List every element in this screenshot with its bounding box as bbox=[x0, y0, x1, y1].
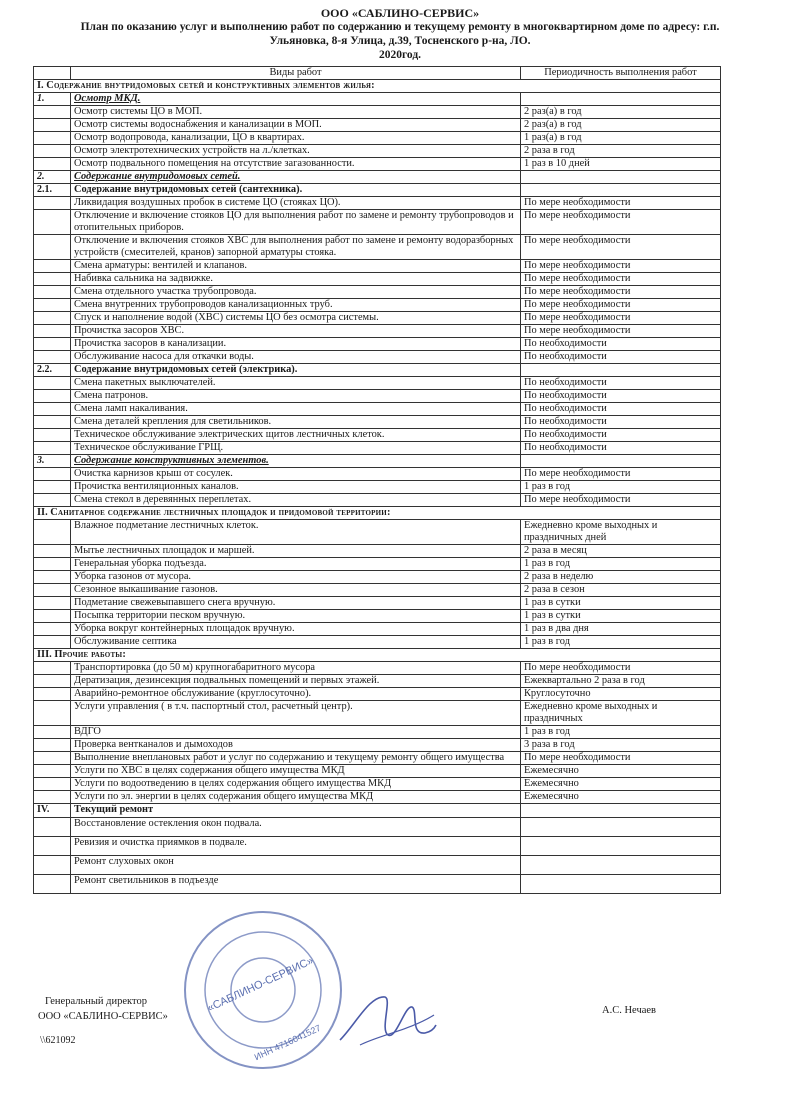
row-number bbox=[34, 662, 71, 675]
table-row bbox=[34, 273, 721, 286]
table-row bbox=[34, 210, 721, 235]
row-number bbox=[34, 739, 71, 752]
work-cell: Спуск и наполнение водой (ХВС) системы ЦО без осмотра системы. bbox=[71, 312, 521, 325]
period-cell: Круглосуточно bbox=[521, 688, 721, 701]
work-cell: Уборка газонов от мусора. bbox=[71, 571, 521, 584]
work-cell: Подметание свежевыпавшего снега вручную. bbox=[71, 597, 521, 610]
table-row bbox=[34, 856, 721, 875]
row-number bbox=[34, 791, 71, 804]
row-number bbox=[34, 752, 71, 765]
director-name: А.С. Нечаев bbox=[602, 1005, 657, 1016]
work-cell: Прочистка засоров в канализации. bbox=[71, 338, 521, 351]
period-cell: 1 раз в год bbox=[521, 558, 721, 571]
row-number bbox=[34, 818, 71, 837]
period-cell: 2 раза в сезон bbox=[521, 584, 721, 597]
table-row bbox=[34, 429, 721, 442]
table-row bbox=[34, 752, 721, 765]
period-cell: 2 раза в год bbox=[521, 145, 721, 158]
row-number bbox=[34, 875, 71, 894]
work-cell: Осмотр системы водоснабжения и канализации в МОП. bbox=[71, 119, 521, 132]
period-cell: По мере необходимости bbox=[521, 286, 721, 299]
works-table bbox=[33, 66, 721, 894]
period-cell: 2 раз(а) в год bbox=[521, 119, 721, 132]
row-number bbox=[34, 235, 71, 260]
plan-title-line1: План по оказанию услуг и выполнению работ по содержанию и текущему ремонту в многоквартирном доме по адресу: г.п. bbox=[80, 21, 720, 33]
period-cell: Ежемесячно bbox=[521, 778, 721, 791]
row-number bbox=[34, 210, 71, 235]
table-row bbox=[34, 584, 721, 597]
period-cell: По мере необходимости bbox=[521, 210, 721, 235]
table-row bbox=[34, 416, 721, 429]
work-cell: Ремонт слуховых окон bbox=[71, 856, 521, 875]
work-cell: Транспортировка (до 50 м) крупногабаритного мусора bbox=[71, 662, 521, 675]
work-cell: Содержание конструктивных элементов. bbox=[71, 455, 521, 468]
table-row bbox=[34, 837, 721, 856]
period-cell bbox=[521, 171, 721, 184]
table-row bbox=[34, 312, 721, 325]
signature-icon bbox=[330, 985, 440, 1055]
table-row bbox=[34, 145, 721, 158]
stamp-inn: ИНН 4716041527 bbox=[252, 1022, 323, 1063]
work-cell: Аварийно-ремонтное обслуживание (круглосуточно). bbox=[71, 688, 521, 701]
period-cell bbox=[521, 184, 721, 197]
row-number: 2. bbox=[34, 171, 71, 184]
period-cell: 1 раз в два дня bbox=[521, 623, 721, 636]
table-row bbox=[34, 158, 721, 171]
work-cell: Ликвидация воздушных пробок в системе ЦО (стояках ЦО). bbox=[71, 197, 521, 210]
row-number bbox=[34, 145, 71, 158]
work-cell: Услуги управления ( в т.ч. паспортный стол, расчетный центр). bbox=[71, 701, 521, 726]
table-row bbox=[34, 390, 721, 403]
period-cell bbox=[521, 455, 721, 468]
table-row bbox=[34, 299, 721, 312]
table-row bbox=[34, 558, 721, 571]
work-cell: Техническое обслуживание ГРЩ. bbox=[71, 442, 521, 455]
work-cell: Смена арматуры: вентилей и клапанов. bbox=[71, 260, 521, 273]
period-cell: По необходимости bbox=[521, 403, 721, 416]
work-cell: Смена пакетных выключателей. bbox=[71, 377, 521, 390]
row-number bbox=[34, 119, 71, 132]
period-cell bbox=[521, 364, 721, 377]
table-row bbox=[34, 286, 721, 299]
row-number: IV. bbox=[34, 804, 71, 818]
row-number bbox=[34, 520, 71, 545]
period-cell: По необходимости bbox=[521, 377, 721, 390]
signatory-company: ООО «САБЛИНО-СЕРВИС» bbox=[38, 1011, 168, 1022]
period-cell: По мере необходимости bbox=[521, 752, 721, 765]
section-number: I. bbox=[37, 80, 44, 91]
period-cell: 1 раз в сутки bbox=[521, 597, 721, 610]
period-cell: По мере необходимости bbox=[521, 325, 721, 338]
work-cell: Обслуживание насоса для откачки воды. bbox=[71, 351, 521, 364]
work-cell: Содержание внутридомовых сетей (сантехника). bbox=[71, 184, 521, 197]
section-number: II. bbox=[37, 507, 48, 518]
table-row bbox=[34, 597, 721, 610]
period-cell: По необходимости bbox=[521, 338, 721, 351]
table-row bbox=[34, 325, 721, 338]
table-row bbox=[34, 636, 721, 649]
col-period-header: Периодичность выполнения работ bbox=[521, 67, 721, 80]
period-cell bbox=[521, 875, 721, 894]
table-row bbox=[34, 377, 721, 390]
row-number bbox=[34, 701, 71, 726]
work-cell: Осмотр подвального помещения на отсутствие загазованности. bbox=[71, 158, 521, 171]
work-cell: Сезонное выкашивание газонов. bbox=[71, 584, 521, 597]
row-number bbox=[34, 351, 71, 364]
table-row bbox=[34, 791, 721, 804]
row-number bbox=[34, 299, 71, 312]
period-cell: 1 раз в 10 дней bbox=[521, 158, 721, 171]
col-num-header bbox=[34, 67, 71, 80]
row-number bbox=[34, 837, 71, 856]
period-cell: По мере необходимости bbox=[521, 260, 721, 273]
section-row bbox=[34, 171, 721, 184]
section-row bbox=[34, 364, 721, 377]
row-number bbox=[34, 688, 71, 701]
work-cell: Прочистка вентиляционных каналов. bbox=[71, 481, 521, 494]
row-number bbox=[34, 765, 71, 778]
row-number: 2.1. bbox=[34, 184, 71, 197]
period-cell: 1 раз в год bbox=[521, 481, 721, 494]
period-cell: Ежедневно кроме выходных и праздничных дней bbox=[521, 520, 721, 545]
document-code: \\621092 bbox=[40, 1035, 76, 1046]
table-row bbox=[34, 494, 721, 507]
plan-year: 2020год. bbox=[378, 49, 422, 61]
work-cell: Посыпка территории песком вручную. bbox=[71, 610, 521, 623]
section-title bbox=[34, 649, 721, 662]
period-cell: По необходимости bbox=[521, 442, 721, 455]
row-number bbox=[34, 636, 71, 649]
row-number: 1. bbox=[34, 93, 71, 106]
work-cell: Содержание внутридомовых сетей (электрика). bbox=[71, 364, 521, 377]
company-title: ООО «САБЛИНО-СЕРВИС» bbox=[320, 6, 480, 20]
row-number bbox=[34, 494, 71, 507]
signatory-position: Генеральный директор bbox=[45, 996, 147, 1007]
work-cell: Восстановление остекления окон подвала. bbox=[71, 818, 521, 837]
work-cell: Смена деталей крепления для светильников. bbox=[71, 416, 521, 429]
row-number bbox=[34, 429, 71, 442]
row-number bbox=[34, 584, 71, 597]
table-row bbox=[34, 778, 721, 791]
work-cell: Услуги по ХВС в целях содержания общего имущества МКД bbox=[71, 765, 521, 778]
row-number bbox=[34, 403, 71, 416]
period-cell: По мере необходимости bbox=[521, 468, 721, 481]
row-number bbox=[34, 377, 71, 390]
period-cell bbox=[521, 856, 721, 875]
table-row bbox=[34, 468, 721, 481]
period-cell: Ежедневно кроме выходных и праздничных bbox=[521, 701, 721, 726]
row-number bbox=[34, 558, 71, 571]
table-row bbox=[34, 623, 721, 636]
period-cell: 3 раза в год bbox=[521, 739, 721, 752]
work-cell: Услуги по эл. энергии в целях содержания общего имущества МКД bbox=[71, 791, 521, 804]
work-cell: Ревизия и очистка приямков в подвале. bbox=[71, 837, 521, 856]
work-cell: Выполнение внеплановых работ и услуг по содержанию и текущему ремонту общего имущества bbox=[71, 752, 521, 765]
period-cell: По мере необходимости bbox=[521, 312, 721, 325]
table-row bbox=[34, 520, 721, 545]
period-cell: Ежемесячно bbox=[521, 765, 721, 778]
work-cell: Прочистка засоров ХВС. bbox=[71, 325, 521, 338]
col-work-header: Виды работ bbox=[71, 67, 521, 80]
row-number bbox=[34, 610, 71, 623]
period-cell bbox=[521, 837, 721, 856]
row-number bbox=[34, 273, 71, 286]
work-cell: Смена ламп накаливания. bbox=[71, 403, 521, 416]
period-cell bbox=[521, 93, 721, 106]
table-row bbox=[34, 675, 721, 688]
table-row bbox=[34, 818, 721, 837]
section-label: Прочие работы: bbox=[54, 649, 127, 660]
table-row bbox=[34, 701, 721, 726]
period-cell: 1 раз в год bbox=[521, 726, 721, 739]
section-number: III. bbox=[37, 649, 52, 660]
row-number bbox=[34, 481, 71, 494]
period-cell: По необходимости bbox=[521, 351, 721, 364]
section-row bbox=[34, 184, 721, 197]
period-cell: По мере необходимости bbox=[521, 197, 721, 210]
period-cell: По мере необходимости bbox=[521, 273, 721, 286]
table-row bbox=[34, 726, 721, 739]
plan-title-line2: Ульяновка, 8-я Улица, д.39, Тосненского р-на, ЛО. bbox=[269, 35, 531, 47]
work-cell: Смена отдельного участка трубопровода. bbox=[71, 286, 521, 299]
company-stamp-icon bbox=[178, 905, 348, 1075]
period-cell: 2 раза в неделю bbox=[521, 571, 721, 584]
section-label: Санитарное содержание лестничных площадок и придомовой территории: bbox=[50, 507, 391, 518]
row-number bbox=[34, 286, 71, 299]
table-row bbox=[34, 610, 721, 623]
row-number: 2.2. bbox=[34, 364, 71, 377]
work-cell: Осмотр МКД. bbox=[71, 93, 521, 106]
work-cell: Услуги по водоотведению в целях содержания общего имущества МКД bbox=[71, 778, 521, 791]
work-cell: Отключение и включения стояков ХВС для выполнения работ по замене и ремонту водоразборных устройств (смесителей, кранов) запорной арматуры стояка. bbox=[71, 235, 521, 260]
row-number bbox=[34, 132, 71, 145]
work-cell: ВДГО bbox=[71, 726, 521, 739]
row-number bbox=[34, 312, 71, 325]
period-cell: 1 раз в сутки bbox=[521, 610, 721, 623]
row-number bbox=[34, 260, 71, 273]
row-number bbox=[34, 675, 71, 688]
table-row bbox=[34, 106, 721, 119]
table-row bbox=[34, 481, 721, 494]
work-cell: Осмотр водопровода, канализации, ЦО в квартирах. bbox=[71, 132, 521, 145]
table-row bbox=[34, 197, 721, 210]
period-cell: Ежеквартально 2 раза в год bbox=[521, 675, 721, 688]
work-cell: Набивка сальника на задвижке. bbox=[71, 273, 521, 286]
section-title bbox=[34, 80, 721, 93]
table-row bbox=[34, 119, 721, 132]
row-number bbox=[34, 325, 71, 338]
period-cell: 2 раз(а) в год bbox=[521, 106, 721, 119]
work-cell: Отключение и включение стояков ЦО для выполнения работ по замене и ремонту трубопроводов и отопительных приборов. bbox=[71, 210, 521, 235]
period-cell: По необходимости bbox=[521, 390, 721, 403]
period-cell: По мере необходимости bbox=[521, 494, 721, 507]
section-title bbox=[34, 507, 721, 520]
row-number bbox=[34, 856, 71, 875]
work-cell: Смена стекол в деревянных переплетах. bbox=[71, 494, 521, 507]
table-row bbox=[34, 132, 721, 145]
table-row bbox=[34, 351, 721, 364]
row-number bbox=[34, 106, 71, 119]
table-row bbox=[34, 260, 721, 273]
period-cell: 1 раз в год bbox=[521, 636, 721, 649]
table-row bbox=[34, 235, 721, 260]
work-cell: Текущий ремонт bbox=[71, 804, 521, 818]
period-cell bbox=[521, 804, 721, 818]
period-cell: По мере необходимости bbox=[521, 299, 721, 312]
section-row bbox=[34, 93, 721, 106]
work-cell: Смена внутренних трубопроводов канализационных труб. bbox=[71, 299, 521, 312]
work-cell: Осмотр системы ЦО в МОП. bbox=[71, 106, 521, 119]
work-cell: Техническое обслуживание электрических щитов лестничных клеток. bbox=[71, 429, 521, 442]
period-cell: 2 раза в месяц bbox=[521, 545, 721, 558]
row-number bbox=[34, 571, 71, 584]
period-cell: По необходимости bbox=[521, 429, 721, 442]
work-cell: Дератизация, дезинсекция подвальных помещений и первых этажей. bbox=[71, 675, 521, 688]
work-cell: Ремонт светильников в подъезде bbox=[71, 875, 521, 894]
row-number bbox=[34, 158, 71, 171]
row-number: 3. bbox=[34, 455, 71, 468]
table-body bbox=[34, 80, 721, 894]
section-row bbox=[34, 80, 721, 93]
work-cell: Уборка вокруг контейнерных площадок вручную. bbox=[71, 623, 521, 636]
section-row bbox=[34, 649, 721, 662]
section-row bbox=[34, 507, 721, 520]
section-row bbox=[34, 455, 721, 468]
work-cell: Генеральная уборка подъезда. bbox=[71, 558, 521, 571]
work-cell: Проверка вентканалов и дымоходов bbox=[71, 739, 521, 752]
row-number bbox=[34, 442, 71, 455]
work-cell: Осмотр электротехнических устройств на л./клетках. bbox=[71, 145, 521, 158]
work-cell: Очистка карнизов крыш от сосулек. bbox=[71, 468, 521, 481]
row-number bbox=[34, 726, 71, 739]
table-header-row bbox=[34, 67, 721, 80]
row-number bbox=[34, 390, 71, 403]
period-cell: По мере необходимости bbox=[521, 235, 721, 260]
row-number bbox=[34, 623, 71, 636]
table-row bbox=[34, 739, 721, 752]
row-number bbox=[34, 338, 71, 351]
row-number bbox=[34, 545, 71, 558]
row-number bbox=[34, 778, 71, 791]
work-cell: Смена патронов. bbox=[71, 390, 521, 403]
table-row bbox=[34, 662, 721, 675]
table-row bbox=[34, 338, 721, 351]
work-cell: Влажное подметание лестничных клеток. bbox=[71, 520, 521, 545]
row-number bbox=[34, 597, 71, 610]
section-row bbox=[34, 804, 721, 818]
table-row bbox=[34, 442, 721, 455]
period-cell: 1 раз(а) в год bbox=[521, 132, 721, 145]
table-row bbox=[34, 571, 721, 584]
period-cell: По мере необходимости bbox=[521, 662, 721, 675]
work-cell: Содержание внутридомовых сетей. bbox=[71, 171, 521, 184]
table-row bbox=[34, 403, 721, 416]
section-label: Содержание внутридомовых сетей и конструктивных элементов жилья: bbox=[46, 80, 375, 91]
table-row bbox=[34, 875, 721, 894]
stamp-label: «САБЛИНО-СЕРВИС» bbox=[205, 954, 316, 1015]
table-row bbox=[34, 545, 721, 558]
table-row bbox=[34, 688, 721, 701]
row-number bbox=[34, 197, 71, 210]
row-number bbox=[34, 468, 71, 481]
period-cell bbox=[521, 818, 721, 837]
period-cell: По необходимости bbox=[521, 416, 721, 429]
work-cell: Мытье лестничных площадок и маршей. bbox=[71, 545, 521, 558]
row-number bbox=[34, 416, 71, 429]
work-cell: Обслуживание септика bbox=[71, 636, 521, 649]
period-cell: Ежемесячно bbox=[521, 791, 721, 804]
table-row bbox=[34, 765, 721, 778]
